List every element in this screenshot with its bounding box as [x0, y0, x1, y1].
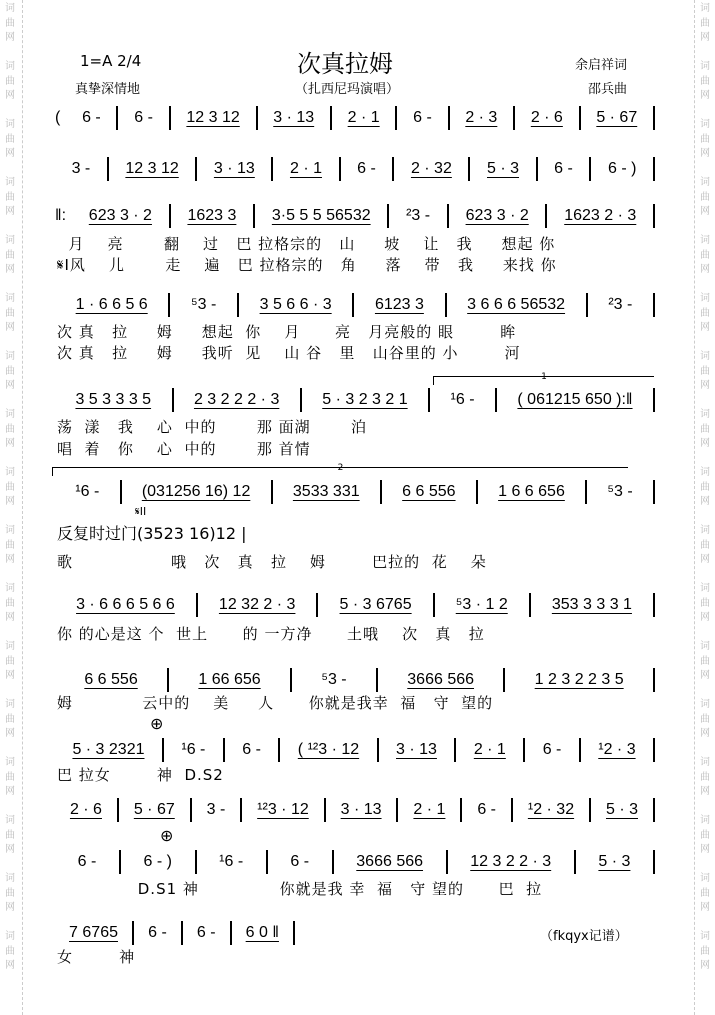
measure: 623 3 · 2 — [449, 204, 548, 228]
measure: 1623 3 — [171, 204, 255, 228]
measure: 3 · 13 — [197, 157, 273, 181]
measure: 1 66 656 — [169, 668, 292, 692]
measure: 6 6 556 — [55, 668, 169, 692]
watermark-left: 词 曲 网 词 曲 网 词 曲 网 词 曲 网 词 曲 网 词 曲 网 词 曲 网 词 曲 网 词 曲 网 词 曲 网 词 曲 网 词 曲 网 词 曲 网 词 曲 网 词 曲 网 词 曲 网 词 曲 网 — [5, 3, 15, 971]
measure: 3 5 3 3 3 5 — [55, 388, 174, 412]
lyrics-verse1: 月 亮 翻 过 巴 拉格宗的 山 坡 让 我 想起 你 — [57, 235, 556, 253]
measure: 6123 3 — [354, 293, 446, 317]
measure: 5 · 3 2 3 2 1 — [302, 388, 430, 412]
lyrics-line: D.S1 神 你就是我 幸 福 守 望的 巴 拉 — [57, 880, 543, 898]
lyrics-verse1: 荡 漾 我 心 中的 那 面湖 泊 — [57, 418, 367, 436]
measure: ⁵3 - — [587, 480, 655, 504]
measure: 3 · 6 6 6 5 6 6 — [55, 593, 198, 617]
system-prefix: ( — [55, 109, 61, 126]
measure: 12 32 2 · 3 — [198, 593, 319, 617]
score-system — [55, 204, 655, 228]
segno-2: 𝄋II — [135, 505, 147, 518]
measure: ( ¹²3 · 12 — [280, 738, 378, 762]
volta-1 — [433, 372, 654, 385]
measure: 3 - — [55, 157, 109, 181]
measure: 6 - — [341, 157, 395, 181]
measure: 6 - — [66, 106, 118, 130]
measure: 6 - — [55, 850, 121, 874]
measure: 5 · 3 — [591, 798, 655, 822]
performer: （扎西尼玛演唱） — [295, 82, 400, 97]
lyrics-line: 女 神 — [57, 948, 136, 966]
measure: 2 · 3 — [450, 106, 516, 130]
measure: 2 · 6 — [55, 798, 119, 822]
measure: ¹²3 · 12 — [242, 798, 325, 822]
measure: 5 · 3 2321 — [55, 738, 164, 762]
measure: 5 · 3 — [576, 850, 655, 874]
measure: 2 3 2 2 2 · 3 — [174, 388, 302, 412]
measure: 2 · 1 — [332, 106, 398, 130]
measure: ⁵3 - — [170, 293, 239, 317]
measure: 1 6 6 656 — [478, 480, 587, 504]
tempo-marking: 真挚深情地 — [75, 82, 141, 97]
coda-sign-2: ⊕ — [160, 826, 174, 845]
measure: 3 · 13 — [379, 738, 457, 762]
volta-2-label: 2 — [337, 463, 344, 473]
measure: ²3 - — [389, 204, 448, 228]
lyrics-verse2: 次 真 拉 姆 我听 见 山 谷 里 山谷里的 小 河 — [57, 344, 521, 362]
lyrics-verse2: 𝄋I风 儿 走 遍 巴 拉格宗的 角 落 带 我 来找 你 — [57, 256, 557, 274]
measure: 3 · 13 — [326, 798, 399, 822]
score-system — [55, 850, 655, 874]
lyrics-line: 巴 拉女 神 D.S2 — [57, 766, 224, 784]
composer: 邵兵曲 — [588, 82, 628, 97]
measure: ²3 - — [588, 293, 655, 317]
key-signature: 1=A 2/4 — [80, 52, 142, 70]
measure: 5 · 67 — [581, 106, 655, 130]
measure: 5 · 3 6765 — [318, 593, 434, 617]
repeat-interlude: 反复时过门(3523 16)12 | — [57, 524, 247, 543]
coda-sign: ⊕ — [150, 714, 164, 733]
measure: 6 - — [225, 738, 281, 762]
measure: 353 3 3 3 1 — [531, 593, 655, 617]
measure: ¹2 · 32 — [513, 798, 591, 822]
measure: (031256 16) 12 — [122, 480, 273, 504]
score-system — [55, 480, 655, 504]
measure: 6 6 556 — [382, 480, 478, 504]
measure: 6 - — [118, 106, 170, 130]
score-system — [55, 798, 655, 822]
measure: 2 · 1 — [456, 738, 525, 762]
measure: 3·5 5 5 56532 — [255, 204, 389, 228]
measure: 3 6 6 6 56532 — [447, 293, 588, 317]
measure: ¹6 - — [55, 480, 122, 504]
measure: 2 · 1 — [273, 157, 340, 181]
measure: 2 · 32 — [394, 157, 470, 181]
measure: 6 - — [462, 798, 513, 822]
measure: 12 3 12 — [109, 157, 198, 181]
measure: 7 6765 — [55, 921, 134, 945]
score-system — [55, 738, 655, 762]
measure: 1 · 6 6 5 6 — [55, 293, 170, 317]
measure: 3 · 13 — [258, 106, 332, 130]
score-system — [55, 593, 655, 617]
margin-line-right — [694, 0, 695, 1015]
measure: 3 5 6 6 · 3 — [239, 293, 354, 317]
song-title: 次真拉姆 — [297, 50, 393, 78]
measure: 3533 331 — [273, 480, 382, 504]
lyrics-verse2: 唱 着 你 心 中的 那 首情 — [57, 440, 311, 458]
measure: ¹2 · 3 — [581, 738, 655, 762]
lyricist: 余启祥词 — [575, 58, 628, 73]
measure: 1623 2 · 3 — [547, 204, 655, 228]
measure: ⁵3 · 1 2 — [435, 593, 531, 617]
measure: 6 - — [538, 157, 592, 181]
measure: 6 0 ‖ — [232, 921, 295, 945]
measure: 6 - — [525, 738, 581, 762]
measure: 12 3 12 — [171, 106, 258, 130]
lyrics-line: 歌 哦 次 真 拉 姆 巴拉的 花 朵 — [57, 553, 487, 571]
measure: 3 - — [192, 798, 243, 822]
measure: 6 - — [397, 106, 449, 130]
measure: 623 3 · 2 — [72, 204, 171, 228]
measure: 5 · 3 — [470, 157, 537, 181]
transcriber-credit: （fkqyx记谱） — [540, 929, 628, 944]
watermark-right: 词 曲 网 词 曲 网 词 曲 网 词 曲 网 词 曲 网 词 曲 网 词 曲 网 词 曲 网 词 曲 网 词 曲 网 词 曲 网 词 曲 网 词 曲 网 词 曲 网 词 曲 网 词 曲 网 词 曲 网 — [700, 3, 710, 971]
measure: 6 - — [268, 850, 334, 874]
score-system — [55, 921, 295, 945]
score-system — [55, 106, 655, 130]
measure: ⁵3 - — [292, 668, 378, 692]
lyrics-line: 你 的心是这 个 世上 的 一方净 土哦 次 真 拉 — [57, 625, 485, 643]
system-prefix: ‖: — [55, 207, 67, 224]
measure: 6 - ) — [121, 850, 197, 874]
measure: ( 061215 650 ):‖ — [497, 388, 655, 412]
volta-2 — [52, 463, 628, 476]
score-system — [55, 388, 655, 412]
measure: ¹6 - — [430, 388, 497, 412]
lyrics-verse1: 次 真 拉 姆 想起 你 月 亮 月亮般的 眼 眸 — [57, 323, 517, 341]
measure: 2 · 6 — [515, 106, 581, 130]
measure: 12 3 2 2 · 3 — [448, 850, 576, 874]
measure: ¹6 - — [197, 850, 268, 874]
measure: ¹6 - — [164, 738, 225, 762]
measure: 5 · 67 — [119, 798, 192, 822]
measure: 1 2 3 2 2 3 5 — [505, 668, 655, 692]
measure: 3666 566 — [378, 668, 505, 692]
volta-1-label: 1 — [541, 372, 547, 382]
margin-line-left — [22, 0, 23, 1015]
score-system — [55, 668, 655, 692]
measure: 6 - — [134, 921, 183, 945]
measure: 2 · 1 — [398, 798, 462, 822]
lyrics-line: 姆 云中的 美 人 你就是我幸 福 守 望的 — [57, 694, 494, 712]
measure: 6 - ) — [591, 157, 655, 181]
measure: 6 - — [183, 921, 232, 945]
score-system — [55, 157, 655, 181]
score-system — [55, 293, 655, 317]
measure: 3666 566 — [334, 850, 448, 874]
